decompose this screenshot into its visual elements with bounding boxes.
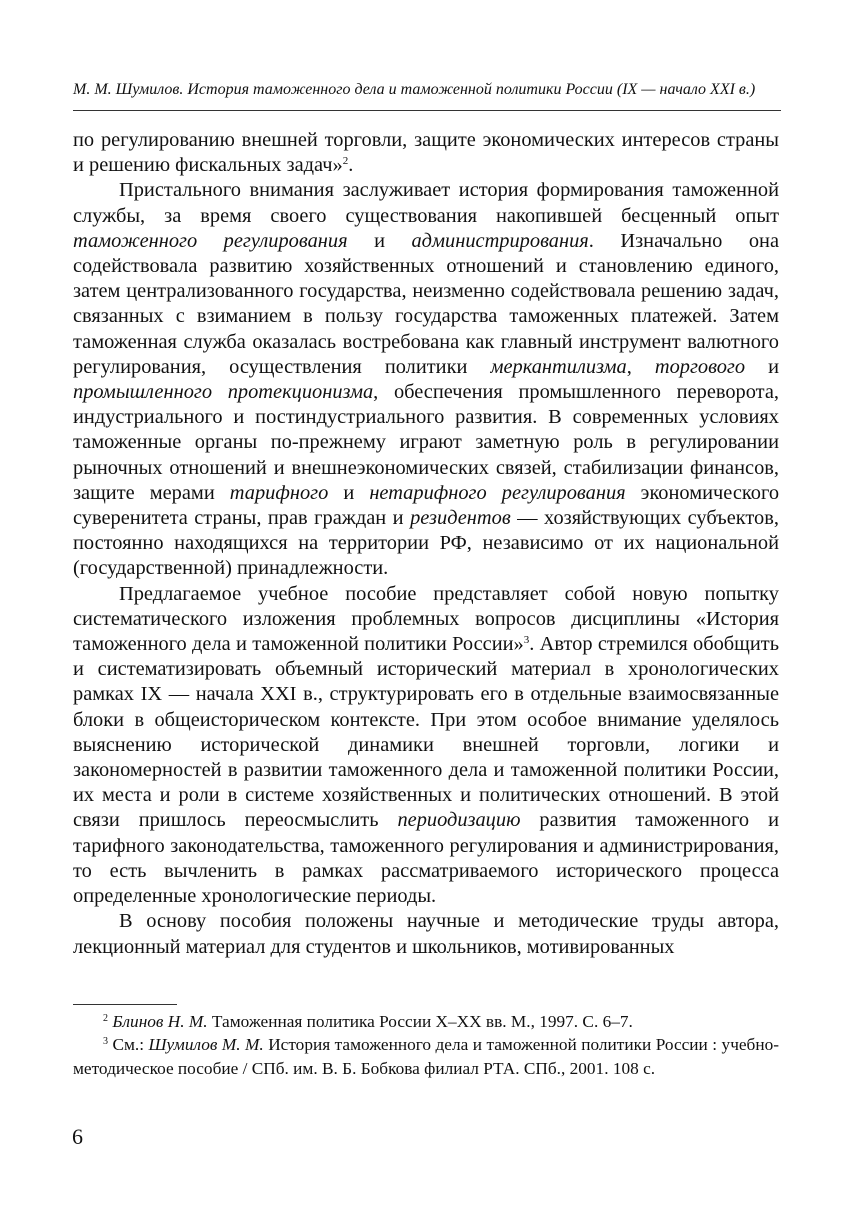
italic-term: администрирования [411, 229, 589, 252]
italic-term: нетарифного регулирования [369, 481, 626, 504]
running-head: М. М. Шумилов. История таможенного дела и таможенной политики России (IX — начало XXI в.) [73, 81, 756, 98]
footnote-author: Блинов Н. М. [112, 1012, 208, 1031]
text-span: и [328, 481, 370, 504]
text-span: , обеспечения промышленного переворота, индустриального и постиндустриального развития. В современных условиях таможенные органы по-прежнему играют заметную роль в регулировании рыночных отношений и внешнеэкономических связей, стабилизации финансов, защите мерами [73, 381, 779, 504]
footnote-author: Шумилов М. М. [148, 1035, 264, 1055]
text-span: В основу пособия положены научные и методические труды автора, лекционный материал для студентов и школьников, мотивированных [73, 910, 779, 958]
text-span: экономического суверенитета страны, прав граждан и [73, 481, 780, 530]
paragraph-2 [73, 178, 779, 581]
footnote-number: 2 [103, 1013, 108, 1024]
main-text [73, 128, 779, 960]
footnote-ref-3[interactable]: 3 [523, 634, 530, 647]
italic-term: таможенного регулирования [73, 229, 348, 252]
text-span: по регулированию внешней торговли, защите экономических интересов страны и решению фискальных задач» [73, 129, 779, 177]
text-span: развития таможенного и тарифного законодательства, таможенного регулирования и администрирования, то есть вычленить в рамках рассматриваемого исторического процесса определенные хронологические периоды. [73, 809, 779, 908]
italic-term: торгового [654, 355, 746, 378]
text-span: Пристального внимания заслуживает история формирования таможенной службы, за время своего существования накопившей бесценный опыт [73, 179, 779, 227]
text-span: . Автор стремился обобщить и систематизировать объемный исторический материал в хронологических рамках IX — начала XXI в., структурировать его в отдельные взаимосвязанные блоки в общеисторическом контексте. При этом особое внимание уделялось выяснению исторической динамики внешней торговли, логики и закономерностей в развитии таможенного дела и таможенной политики России, их места и роли в системе хозяйственных и политических отношений. В этой связи пришлось переосмыслить [73, 633, 780, 832]
text-span: Предлагаемое учебное пособие представляет собой новую попытку систематического изложения проблемных вопросов дисциплины «История таможенного дела и таможенной политики России» [73, 582, 779, 656]
footnote-2 [73, 1010, 779, 1033]
footnote-text: Таможенная политика России X–XX вв. М., 1997. С. 6–7. [207, 1012, 633, 1031]
footnote-number: 3 [103, 1036, 108, 1048]
page-number: 6 [72, 1124, 83, 1149]
text-span: . Изначально она содействовала развитию хозяйственных отношений и становлению единого, затем централизованного государства, неизменно содействовала решению задач, связанных с взиманием в пользу государства таможенных платежей. Затем таможенная служба оказалась востребована как главный инструмент валютного регулирования, осуществления политики [73, 229, 780, 378]
italic-term: тарифного [229, 481, 329, 504]
footnote-3 [73, 1033, 779, 1080]
paragraph-1 [73, 128, 779, 178]
paragraph-4 [73, 909, 779, 959]
footnote-ref-2[interactable]: 2 [342, 155, 349, 168]
footnote-prefix: См.: [108, 1035, 149, 1055]
text-span: и [347, 229, 412, 252]
text-span: — хозяйствующих субъектов, постоянно находящихся на территории РФ, независимо от их национальной (государственной) принадлежности. [73, 507, 779, 580]
italic-term: периодизацию [397, 809, 521, 832]
header-rule [73, 110, 781, 111]
text-span: и [745, 355, 780, 378]
footnote-rule [73, 1004, 177, 1005]
italic-term: резидентов [410, 507, 511, 530]
text-span: , [626, 355, 655, 378]
footnote-text: История таможенного дела и таможенной политики России : учебно-методическое пособие / СПб. им. В. Б. Бобкова филиал РТА. СПб., 2001. 108 с. [73, 1035, 779, 1078]
italic-term: промышленного протекционизма [73, 381, 374, 404]
paragraph-3 [73, 582, 779, 910]
italic-term: меркантилизма [490, 355, 627, 378]
text-span: . [348, 154, 354, 177]
footnotes [73, 1010, 779, 1080]
